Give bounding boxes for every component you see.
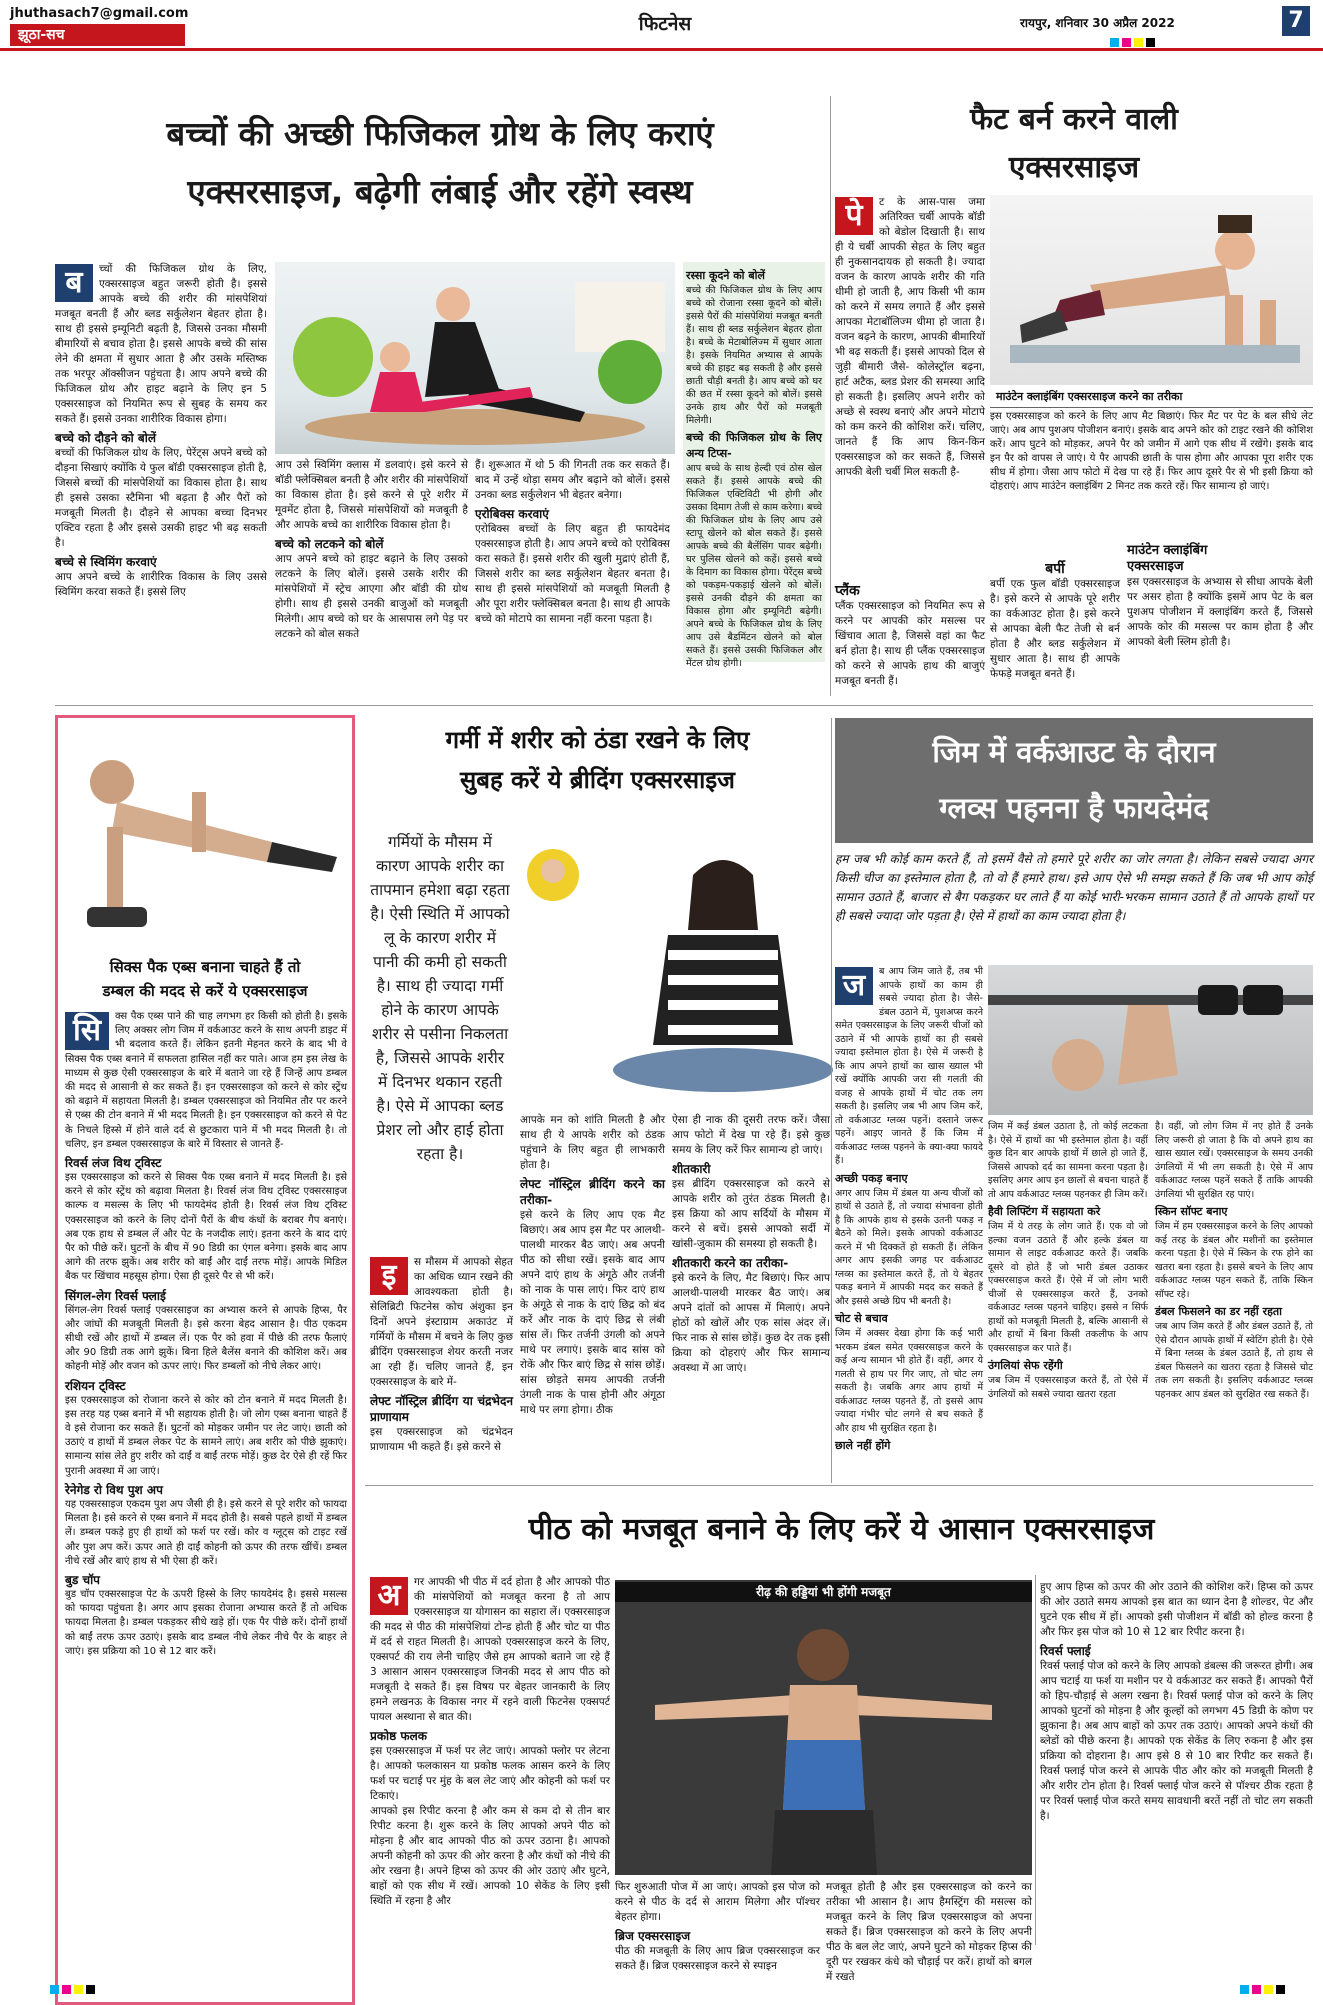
article6-col3-text: मजबूत होती है और इस एक्सरसाइज को करने का तरीका भी आसान है। आप हैमस्ट्रिंग की मसल्स को मजबूत करने के लिए ब्रिज एक्सरसाइज को अपना सकते हैं। ब्रिज एक्सरसाइज को करने के लिए अपनी पीठ के बल लेट जाएं, अपने घुटने को मोड़कर हिप्स की दूरी पर रखकर कंधे को चौड़ाई पर करें। हाथों को बगल में रखते <box>826 1881 1032 1983</box>
article4-pull-quote <box>370 830 510 1250</box>
article1-skipping-text: बच्चे की फिजिकल ग्रोथ के लिए आप बच्चे को रोजाना रस्सा कूदने को बोलें। इससे पैरों की मांसपेशियां मजबूत बनती हैं। साथ ही ब्लड सर्कुलेशन बेहतर होता है। बच्चे के मेटाबोलिज्म में सुधार आता है। इसके नियमित अभ्यास से आपके बच्चे की हाइट बढ़ सकती है और इससे छाती चौड़ी बनती है। आप बच्चे को घर की छत में रस्सा कूदने को बोलें। इससे उनके हाथ और पैरों को मजबूती मिलेगी। <box>686 285 822 426</box>
article5-col2 <box>988 1120 1148 1480</box>
registration-marks-top <box>1110 38 1155 47</box>
column-rule-c <box>1035 1575 1036 1945</box>
article5-sub-slip: डंबल फिसलने का डर नहीं रहता <box>1155 1305 1283 1318</box>
article4-sub-left-nostril-method: लेफ्ट नॉस्ट्रिल ब्रीदिंग करने का तरीका- <box>520 1177 665 1207</box>
article1-other-tips-text: आप बच्चे के साथ हेल्दी एवं ठोस खेल सकते हैं। इससे आपके बच्चे की फिजिकल एक्टिविटी भी होगी और उसका दिमाग तेजी से काम करेगा। बच्चे की फिजिकल ग्रोथ के लिए आप उसे स्टापू खेलने को बोल सकते हैं। इससे आपके बच्चे की बैलेंसिंग पावर बढ़ेगी। घर पुलिस खेलने को कहें। इससे बच्चे के दिमाग का विकास होगा। पेरेंट्स बच्चे को पकड़म-पकड़ाई खेलने को बोलें। इससे उनकी दौड़ने की क्षमता का विकास होगा और इम्यूनिटी बढ़ेगी। अपने बच्चे के फिजिकल ग्रोथ के लिए आप उसे बैडमिंटन खेलने को बोल सकते हैं। इससे उसकी फिजिकल और मेंटल ग्रोथ होगी। <box>686 463 822 669</box>
article5-sub-skin: स्किन सॉफ्ट बनाए <box>1155 1205 1228 1218</box>
article5-headline-line1: जिम में वर्कआउट के दौरान <box>932 735 1216 769</box>
article4-col1-text2: इस एक्सरसाइज को चंद्रभेदन प्राणायाम भी कहते हैं। इसे करने से <box>370 1426 513 1453</box>
article5-col3-text2: जिम में हम एक्सरसाइज करने के लिए आपको कई तरह के डंबल और मशीनों का इस्तेमाल करना पड़ता है। ऐसे में स्किन के रफ होने का खतरा बना रहता है। इससे बचने के लिए आप वर्कआउट ग्लव्स पहन सकते हैं, ताकि स्किन सॉफ्ट रहे। <box>1155 1221 1313 1300</box>
article1-intro: च्चों की फिजिकल ग्रोथ के लिए, एक्सरसाइज बहुत जरूरी होती है। इससे आपके बच्चे की शरीर की मांसपेशियां मजबूत बनती हैं और ब्लड सर्कुलेशन बेहतर होता है। साथ ही इससे इम्यूनिटी बढ़ती है, जिससे उनका मौसमी बीमारियों से बचाव होता है। इससे आपके बच्चे की सांस लेने की क्षमता में सुधार आता है और उसके मस्तिष्क तक भरपूर ऑक्सीजन पहुंचता है। आप अपने बच्चे की फिजिकल ग्रोथ और हाइट बढ़ाने के लिए इन 5 एक्सरसाइज को नियमित रूप से सुबह के समय कर सकते हैं। इससे उनका शारीरिक विकास होगा। <box>55 263 267 425</box>
article6-sub-reverse-fly: रिवर्स फ्लाई <box>1040 1644 1091 1658</box>
article5-drop-cap: ज <box>835 967 873 1005</box>
article2-headline <box>835 96 1313 192</box>
article3-single-leg-text: सिंगल-लेग रिवर्स फ्लाई एक्सरसाइज का अभ्यास करने से आपके हिप्स, पैर और जांघों की मजबूती मिलती है। इसे करना बेहद आसान है। पीठ एकदम सीधी रखें और हाथों में डम्बल लें। एक पैर को हवा में पीछे की तरफ फैलाएं और 90 डिग्री तक आगे झुकें। बिना हिले बैलेंस बनाने की कोशिश करें। अब कोहनी मोड़ें और वजन को ऊपर लाएं। फिर डम्बलों को नीचे लेकर आएं। <box>65 1304 347 1373</box>
article3-sub-russian-twist: रशियन ट्विस्ट <box>65 1378 126 1393</box>
article5-col2-text2: जिम में ये तरह के लोग जाते हैं। एक वो जो हल्का वजन उठाते हैं और हल्के डंबल या सामान से लाइट वर्कआउट करते हैं। जबकि दूसरे वो होते हैं जो भारी डंबल उठाकर एक्सरसाइज करते हैं। ऐसे में जो लोग भारी चीजों से एक्सरसाइज करते हैं, उनको वर्कआउट ग्लव्स पहनने चाहिए। इससे न सिर्फ हाथों को मजबूती मिलती है, बल्कि आसानी से और हाथों में बिना किसी तकलीफ के आप एक्सरसाइज कर पाते हैं। <box>988 1221 1148 1354</box>
article2-mountain <box>1127 540 1313 690</box>
article1-headline-line2: एक्सरसाइज, बढ़ेगी लंबाई और रहेंगे स्वस्थ <box>187 172 693 211</box>
article3-sub-wood-chop: बुड चॉप <box>65 1572 100 1587</box>
article4-col1 <box>370 1255 513 1453</box>
header-rule <box>0 48 1323 51</box>
article4-sub-sheetkari: शीतकारी <box>672 1162 711 1176</box>
article5-sub-fingers: उंगलियां सेफ रहेंगी <box>988 1359 1063 1372</box>
article3-body <box>65 1010 347 1995</box>
article2-burpee <box>990 558 1120 690</box>
article6-col1-text2: आपको इस रिपीट करना है और कम से कम दो से तीन बार रिपीट करना है। शुरू करने के लिए आपको अपने पीठ को मोड़ना है और बाद आपको पीठ को ऊपर उठाना है। आपको अपनी कोहनी को ऊपर की ओर करना है और कंधों को नीचे की ओर रखना है। अपने हिप्स को ऊपर की ओर उठाएं और घुटने, बाहों को एक सीध में रखें। आपको 10 सेकेंड के लिए इसी स्थिति में रहना है और <box>370 1805 610 1907</box>
article5-col3 <box>1155 1120 1313 1480</box>
article3-intro: क्स पैक एब्स पाने की चाह लगभग हर किसी को होती है। इसके लिए अक्सर लोग जिम में वर्कआउट करने के साथ अपनी डाइट में भी बदलाव करते हैं। लेकिन इतनी मेहनत करने के बाद भी वे सिक्स पैक एब्स बनाने में सफलता हासिल नहीं कर पाते। आज हम इस लेख के माध्यम से कुछ ऐसी एक्सरसाइज के बारे में बताने जा रहे हैं जिन्हें आप डम्बल की मदद से आसानी से कर सकते हैं। इन एक्सरसाइज को करने से कोर स्ट्रेंथ को बढ़ाने में सहायता मिलती है। डम्बल एक्सरसाइज को नियमित तौर पर करने से एब्स की टोन बनाने में भी मदद मिलती है। इन एक्सरसाइज को करने से पेट के निचले हिस्से में होने वाले दर्द से छुटकारा पाने में भी मदद मिलती है। तो चलिए, इन डम्बल एक्सरसाइज के बारे में विस्तार से जानते हैं- <box>65 1011 347 1150</box>
article1-sub-running: बच्चे को दौड़ने को बोलें <box>55 431 157 445</box>
dateline: रायपुर, शनिवार 30 अप्रैल 2022 <box>1020 16 1175 30</box>
article6-drop-cap: अ <box>370 1577 408 1615</box>
article5-headline-band <box>835 718 1313 843</box>
article4-sub-sheetkari-method: शीतकारी करने का तरीका- <box>672 1256 789 1270</box>
brand-name: झूठा-सच <box>18 27 65 43</box>
article2-mountain-method <box>990 410 1313 530</box>
article5-headline-line2: ग्लव्स पहनना है फायदेमंद <box>939 791 1209 825</box>
article4-headline-line1: गर्मी में शरीर को ठंडा रखने के लिए <box>445 726 750 754</box>
article4-col3-text3: इसे करने के लिए, मैट बिछाएं। फिर आप आलथी-पालथी मारकर बैठ जाएं। अब अपने दांतों को आपस में मिलाएं। अपने होठों को खोलें और एक सांस अंदर लें। फिर नाक से सांस छोड़ें। कुछ देर तक इसी क्रिया को दोहराएं और फिर सामान्य अवस्था में आ जाएं। <box>672 1272 830 1374</box>
article5-sub-injury: चोट से बचाव <box>835 1312 888 1325</box>
article5-sub-blisters: छाले नहीं होंगे <box>835 1439 891 1452</box>
registration-marks-bottom-left <box>50 1985 95 1994</box>
article1-col2-text: आप उसे स्विमिंग क्लास में डलवाएं। इसे करने से बॉडी फ्लेक्सिबल बनती है और शरीर की मांसपेशियों का विकास होता है। इसे करने से पूरे शरीर में मूवमेंट होता है, जिससे मांसपेशियों को मजबूती है और आपके बच्चे का शारीरिक विकास होता है। <box>275 459 468 531</box>
page-number: 7 <box>1282 6 1310 36</box>
article2-burpee-title: बर्पी <box>1045 561 1065 577</box>
article1-sub-skipping: रस्सा कूदने को बोलें <box>686 269 765 282</box>
article6-sub-plank: प्रकोष्ठ फलक <box>370 1729 428 1743</box>
brand-logo <box>10 24 185 46</box>
article4-col2-text2: इसे करने के लिए आप एक मैट बिछाएं। अब आप इस मैट पर आलथी-पालथी मारकर बैठ जाएं। अब अपनी पीठ को सीधा रखें। इसके बाद आप अपने दाएं हाथ के अंगूठे और तर्जनी को नाक के पास लाएं। फिर दाएं हाथ के अंगूठे से नाक के दाएं छिद्र को बंद करें और नाक के दाएं छिद्र से लंबी सांस लें। फिर तर्जनी उंगली को अपने माथे पर लगाएं। इसके बाद सांस को रोकें और फिर बाएं छिद्र से सांस छोड़ें। सांस छोड़ते समय आपकी तर्जनी उंगली नाक के पास होनी और अंगूठा माथे पर लगा होगा। ठीक <box>520 1209 665 1416</box>
column-rule-a <box>830 96 831 696</box>
article3-sub-renegade: रेनेगेड रो विथ पुश अप <box>65 1482 163 1497</box>
article2-photo-man-plank <box>990 195 1313 385</box>
article2-plank-title: प्लैंक <box>835 583 860 599</box>
article1-sub-swimming: बच्चे से स्विमिंग करवाएं <box>55 555 157 569</box>
article6-col1-text: गर आपकी भी पीठ में दर्द होता है और आपको पीठ की मांसपेशियों को मजबूत करना है तो आप एक्सरसाइज या योगासन का सहारा लें। एक्सरसाइज की मदद से पीठ की मांसपेशियां टोन्ड होती हैं और चोट या पीठ में दर्द से राहत मिलती है। आपको एक्सरसाइज करने के लिए, एक्सपर्ट की राय लेनी चाहिए जैसे हम आपको बताने जा रहे हैं 3 आसान आसन एक्सरसाइज जिनकी मदद से आप पीठ को मजबूती दे सकते हैं। इस विषय पर बेहतर जानकारी के लिए हमने लखनऊ के विकास नगर में रहने वाली फिटनेस एक्सपर्ट पायल अस्थाना से बात की। <box>370 1576 610 1723</box>
article6-col3 <box>826 1880 1032 1983</box>
article1-headline <box>55 105 825 221</box>
article5-col3-text3: जब आप जिम करते हैं और डंबल उठाते हैं, तो ऐसे दौरान आपके हाथों में स्वेटिंग होती है। ऐसे में बिना ग्लव्स के डंबल उठाते हैं, तो हाथ से डंबल फिसलने का खतरा रहता है जिससे चोट तक लग सकती है। इसलिए वर्कआउट ग्लव्स पहनकर आप डंबल को सुरक्षित रख सकते हैं। <box>1155 1321 1313 1400</box>
article2-drop-cap: पे <box>835 197 873 235</box>
article1-col3 <box>475 458 670 688</box>
article2-photo-caption: माउंटेन क्लाइंबिंग एक्सरसाइज करने का तरीका <box>990 387 1313 408</box>
article1-running-text: बच्चों की फिजिकल ग्रोथ के लिए, पेरेंट्स अपने बच्चे को दौड़ना सिखाएं क्योंकि ये फुल बॉडी एक्सरसाइज होती है, जिससे बच्चों की मांसपेशियों का विकास होता है। साथ ही इससे उसका स्टैमिना भी बढ़ता है और पैरों को मजबूती मिलती है। दौड़ने से आपका बच्चा दिनभर एक्टिव रहता है और इससे उसकी हाइट भी बढ़ सकती है। <box>55 447 267 549</box>
article3-wood-chop-text: बुड चॉप एक्सरसाइज पेट के ऊपरी हिस्से के लिए फायदेमंद है। इससे मसल्स को फायदा पहुंचता है। अगर आप इसका रोजाना अभ्यास करते हैं तो अधिक फायदा मिलता है। डम्बल पकड़कर सीधे खड़े हों। एक पैर पीछे करें। दोनों हाथों को बाईं तरफ ऊपर उठाएं। इसके बाद डम्बल नीचे लेकर नीचे पैर के बाहर ले जाएं। इस प्रक्रिया को 10 से 12 बार करें। <box>65 1588 347 1657</box>
article1-col1 <box>55 262 267 662</box>
article1-photo-mother-child-stretching <box>275 262 675 454</box>
article2-mountain-text: इस एक्सरसाइज के अभ्यास से सीधा आपके बेली पर असर होता है क्योंकि इसमें आप पेट के बल पुशअप पोजीशन में क्लाइंबिंग करते हैं, जिससे आपके कोर की मसल्स पर काम होता है और आपको बेली स्लिम होती है। <box>1127 576 1313 648</box>
article2-plank-text: प्लैंक एक्सरसाइज को नियमित रूप से करने पर आपकी कोर मसल्स पर खिंचाव आता है, जिससे वहां का फैट बर्न होता है। साथ ही प्लैंक एक्सरसाइज को करने से आपके हाथ की बाजुएं मजबूत बनती हैं। <box>835 600 985 687</box>
registration-marks-bottom-right <box>1240 1985 1285 1994</box>
article4-sub-left-nostril: लेफ्ट नॉस्ट्रिल ब्रीदिंग या चंद्रभेदन प्राणायाम <box>370 1394 513 1424</box>
article6-col1 <box>370 1575 610 1940</box>
article4-col3 <box>672 1113 830 1443</box>
article6-col2-text2: पीठ की मजबूती के लिए आप ब्रिज एक्सरसाइज कर सकते हैं। ब्रिज एक्सरसाइज करने से स्पाइन <box>615 1945 820 1972</box>
article2-mountain-title-line2: एक्सरसाइज <box>1127 559 1184 574</box>
article1-sub-aerobics: एरोबिक्स करवाएं <box>475 507 549 521</box>
article3-sub-single-leg: सिंगल-लेग रिवर्स फ्लाई <box>65 1288 166 1303</box>
article1-col2 <box>275 458 468 688</box>
article6-col4-text: हुए आप हिप्स को ऊपर की ओर उठाने की कोशिश करें। हिप्स को ऊपर की ओर उठाते समय आपको इस बात का ध्यान देना है शोल्डर, पेट और घुटने एक सीध में हों। आपको इसी पोजीशन में बॉडी को होल्ड करना है और फिर इस पोज को 10 से 12 बार रिपीट करना है। <box>1040 1581 1313 1638</box>
article1-aerobics-text: एरोबिक्स बच्चों के लिए बहुत ही फायदेमंद एक्सरसाइज होती है। आप अपने बच्चे को एरोबिक्स करा सकते हैं। इससे शरीर की खुली मुद्राएं होती हैं, जिससे शरीर का ब्लड सर्कुलेशन बेहतर बनता है। साथ ही इससे मांसपेशियों को मजबूती मिलती है और पूरा शरीर फ्लेक्सिबल बनता है। साथ ही आपके बच्चे को मोटापे का सामना नहीं करना पड़ता है। <box>475 523 670 625</box>
article5-col3-text: है। वहीं, जो लोग जिम में नए होते हैं उनके लिए जरूरी हो जाता है कि वो अपने हाथ का खास ख्याल रखें। एक्सरसाइज के समय उनकी उंगलियों में भी लग सकती है। ऐसे में आप वर्कआउट ग्लव्स पहनें सकते हैं ताकि आपकी उंगलियां भी सुरक्षित रह पाएं। <box>1155 1121 1313 1200</box>
article1-swimming-text: आप अपने बच्चे के शारीरिक विकास के लिए उससे स्विमिंग करवा सकते हैं। इससे लिए <box>55 571 267 598</box>
article2-burpee-text: बर्पी एक फुल बॉडी एक्सरसाइज है। इसे करने से आपके पूरे शरीर का वर्कआउट होता है। इसे करने से आपका बेली फैट तेजी से बर्न होता है और ब्लड सर्कुलेशन में सुधार आता है। साथ ही आपके फेफड़े मजबूत बनते हैं। <box>990 578 1120 680</box>
article3-photo-dumbbell-pushup <box>62 722 348 952</box>
article1-sub-hanging: बच्चे को लटकने को बोलें <box>275 537 384 551</box>
article5-col2-text3: जब जिम में एक्सरसाइज करते हैं, तो ऐसे में उंगलियों को सबसे ज्यादा खतरा रहता <box>988 1375 1148 1400</box>
masthead <box>0 0 1323 92</box>
article3-russian-twist-text: इस एक्सरसाइज को रोजाना करने से कोर को टोन बनाने में मदद मिलती है। इस तरह यह एब्स बनाने में भी सहायक होती है। जो लोग एब्स बनाना चाहते हैं वे इसे रोजाना कर सकते हैं। घुटनों को मोड़कर जमीन पर लेट जाएं। छाती को उठाएं व हाथों में डम्बल लेकर पेट के सामने लाएं। अब शरीर को पीछे झुकाएं। सामान्य सांस लेते हुए शरीर को दाईं व बाईं तरफ मोड़ें। कुछ देर ऐसे ही रहें फिर पुरानी अवस्था में आ जाएं। <box>65 1394 347 1477</box>
article6-col4-text2: रिवर्स फ्लाई पोज को करने के लिए आपको डंबल्स की जरूरत होगी। अब आप चटाई या फर्श या मशीन पर ये वर्कआउट कर सकते हैं। आपको पैरों को हिप-चौड़ाई से अलग रखना है। रिवर्स फ्लाई पोज को करने के लिए आपको घुटनों को मोड़ना है और कूल्हों को लगभग 45 डिग्री के कोण पर झुकाना है। अब आप बाहों को ऊपर तक उठाएं। आपको अपने कंधों की ब्लेडों को पीछे करना है। आपको एक सेकेंड के लिए रुकना है और इस प्रक्रिया को दोहराना है। आप इसे 8 से 10 बार रिपीट कर सकते हैं। रिवर्स फ्लाई पोज करने से आपके पीठ और कोर को मजबूती मिलती है और शरीर टोन होता है। रिवर्स फ्लाई पोज करने से पॉश्चर ठीक रहता है पर रिवर्स फ्लाई पोज करते समय सावधानी बरतें नहीं तो चोट लग सकती है। <box>1040 1660 1313 1822</box>
article1-headline-line1: बच्चों की अच्छी फिजिकल ग्रोथ के लिए कराएं <box>166 114 714 153</box>
article5-col1-text3: जिम में अक्सर देखा होगा कि कई भारी भरकम डंबल समेत एक्सरसाइज करने के कई अन्य सामान भी होते हैं। वहीं, अगर ये गलती से हाथ पर गिर जाए, तो चोट लग सकती है। जबकि अगर आप हाथों में वर्कआउट ग्लव्स पहनते हैं, तो इससे आप ज्यादा गंभीर चोट लगने से बच सकते हैं और हाथ भी सुरक्षित रहता है। <box>835 1328 983 1434</box>
row-divider-1 <box>55 705 1313 706</box>
article6-col2-text: फिर शुरुआती पोज में आ जाएं। आपको इस पोज को करने से पीठ के दर्द से आराम मिलेगा और पॉश्चर बेहतर होगा। <box>615 1881 820 1923</box>
article3-photo-caption <box>62 955 348 1003</box>
article5-col1-text: ब आप जिम जाते हैं, तब भी आपके हाथों का काम ही सबसे ज्यादा होता है। जैसे- डंबल उठाने में, पुशअप्स करने समेत एक्सरसाइज के लिए जरूरी चीजों को उठाने में भी आपके हाथों का ही सबसे ज्यादा इस्तेमाल होता है। ऐसे में जरूरी है कि आप अपने हाथों का खास ख्याल भी रखें क्योंकि आपकी जरा सी गलती की वजह से आपके हाथों में चोट तक लग सकती है। इसलिए जब भी आप जिम करें, तो वर्कआउट ग्लव्स पहनें। दस्ताने जरूर पहनें। आइए जानते हैं कि जिम में वर्कआउट ग्लव्स पहनने के क्या-क्या फायदे हैं। <box>835 966 983 1166</box>
section-title: फिटनेस <box>638 13 692 35</box>
article2-mountain-title-line1: माउंटेन क्लाइंबिंग <box>1127 543 1208 558</box>
header-email: jhuthasach7@gmail.com <box>10 6 189 21</box>
article5-col2-text: जिम में कई डंबल उठाता है, तो कोई लटकता है। ऐसे में हाथों का भी इस्तेमाल होता है। वहीं कुछ दिन बार आपके हाथों में छाले हो जाते हैं, जिससे आपको दर्द का सामना करना पड़ता है। इसलिए अगर आप इन छालों से बचना चाहते हैं तो आप वर्कआउट ग्लव्स पहनकर ही जिम करें। <box>988 1121 1148 1200</box>
article2-plank <box>835 580 985 690</box>
article3-caption-line2: डम्बल की मदद से करें ये एक्सरसाइज <box>102 982 308 1000</box>
article3-drop-cap: सि <box>65 1012 109 1050</box>
article4-col1-text: स मौसम में आपको सेहत का अधिक ध्यान रखने की आवश्यकता होती है। सेलिब्रिटी फिटनेस कोच अंशुका इन दिनों अपने इंस्टाग्राम अकाउंट में गर्मियों के मौसम में बचने के लिए कुछ ब्रीदिंग एक्सरसाइज शेयर करती नजर आ रही हैं। चलिए जानते हैं, इन एक्सरसाइज के बारे में- <box>370 1256 513 1388</box>
article4-headline-line2: सुबह करें ये ब्रीदिंग एक्सरसाइज <box>460 766 735 794</box>
article6-sub-bridge: ब्रिज एक्सरसाइज <box>615 1929 691 1943</box>
article6-photo-caption: रीढ़ की हड्डियां भी होंगी मजबूत <box>615 1582 1032 1602</box>
article1-drop-cap: ब <box>55 264 93 302</box>
article3-renegade-text: यह एक्सरसाइज एकदम पुश अप जैसी ही है। इसे करने से पूरे शरीर को फायदा मिलता है। इसे करने से एब्स बनाने में मदद होती है। सबसे पहले हाथों में डम्बल लें। डम्बल पकड़े हुए ही हाथों को फर्श पर रखें। कोर व ग्लूट्स को टाइट रखें और पुश अप करें। ऊपर आते ही दाईं कोहनी को ऊपर की तरफ खींचें। डम्बल नीचे रखें और बाएं हाथ से भी ऐसा ही करें। <box>65 1498 347 1567</box>
article1-col3-text: हैं। शुरूआत में थो 5 की गिनती तक कर सकते हैं। बाद में उन्हें थोड़ा समय और बढ़ाने को बोलें। इससे उनका ब्लड सर्कुलेशन भी बेहतर बनेगा। <box>475 459 670 501</box>
article3-caption-line1: सिक्स पैक एब्स बनाना चाहते हैं तो <box>109 958 301 976</box>
article6-col2 <box>615 1880 820 1972</box>
article5-sub-grip: अच्छी पकड़ बनाए <box>835 1171 908 1185</box>
article6-headline: पीठ को मजबूत बनाने के लिए करें ये आसान एक्सरसाइज <box>528 1512 1155 1547</box>
article2-headline-line2: एक्सरसाइज <box>1008 150 1140 185</box>
article1-sub-other-tips: बच्चे की फिजिकल ग्रोथ के लिए अन्य टिप्स- <box>686 431 822 460</box>
article2-headline-line1: फैट बर्न करने वाली <box>970 102 1178 137</box>
column-rule-b <box>831 718 832 1483</box>
article2-intro: ट के आस-पास जमा अतिरिक्त चर्बी आपके बॉडी को बेडोल दिखाती है। साथ ही ये चर्बी आपकी सेहत के लिए बहुत ही नुकसानदायक हो सकती है। ज्यादा वजन के कारण आपके शरीर की गति धीमी हो जाती है, आप किसी भी काम को करने में समय लगाते हैं और इससे आपका मेटाबॉलिज्म धीमा हो जाता है। वजन बढ़ने के कारण, आपकी बीमारियों भी बढ़ सकती हैं। इससे आपको दिल से जुड़ी बीमारी जैसे- कोलेस्ट्रॉल बढ़ना, हार्ट अटैक, ब्लड प्रेशर की समस्या आदि हो सकती है। इसलिए अपने शरीर को अच्छे से स्वस्थ बनाएं और अपने मोटापे को कम करने की कोशिश करें। चलिए, जानते हैं कि आप किन-किन एक्सरसाइज को कर सकते हैं, जिससे आपकी बेली चर्बी मिल सकती है- <box>835 196 985 478</box>
article4-photo-woman-meditating <box>518 835 830 1110</box>
article4-drop-cap: इ <box>370 1257 408 1295</box>
article5-col1 <box>835 965 983 1480</box>
article1-hanging-text: आप अपने बच्चे को हाइट बढ़ाने के लिए उसको लटकने के लिए बोलें। इससे उसके शरीर की मांसपेशियों में स्ट्रेच आएगा और बॉडी की ग्रोथ होगी। साथ ही इससे उनकी बाजुओं को मजबूती मिलेगी। आप बच्चे को घर के आसपास लगे पेड़ पर लटकने को बोल सकते <box>275 553 468 640</box>
article4-col3-text: ऐसा ही नाक की दूसरी तरफ करें। जैसा आप फोटो में देख पा रहे हैं। इसे कुछ समय के लिए करें फिर सामान्य हो जाएं। <box>672 1114 830 1156</box>
article6-col1-text-b: इस एक्सरसाइज में फर्श पर लेट जाएं। आपको फ्लोर पर लेटना है। आपको फलकासन या प्रकोष्ठ फलक आसन करने के लिए फर्श पर चटाई पर मुंह के बल लेट जाएं और कोहनी को फर्श पर टिकाएं। <box>370 1745 610 1802</box>
article4-headline <box>365 720 830 800</box>
article5-intro <box>835 850 1313 960</box>
article6-col4 <box>1040 1580 1313 1940</box>
article1-tips-box <box>683 262 825 669</box>
article5-col1-text2: अगर आप जिम में डंबल या अन्य चीजों को हाथों से उठाते हैं, तो ज्यादा संभावना होती है कि आपके हाथ से इसके उतनी पकड़ न बैठने को मिले। इसके आपको वर्कआउट करने में भी दिक्कतें हो सकती हैं। लेकिन अगर आप इसकी जगह पर वर्कआउट ग्लव्स का इस्तेमाल करते हैं, तो ये बेहतर पकड़ बनाने में आपकी मदद कर सकते हैं और इससे अच्छे ग्रिप भी बनती है। <box>835 1187 983 1307</box>
article5-intro-text: हम जब भी कोई काम करते हैं, तो इसमें वैसे तो हमारे पूरे शरीर का जोर लगता है। लेकिन सबसे ज्यादा अगर किसी चीज का इस्तेमाल होता है, तो वो हैं हमारे हाथ। इसे आप ऐसे भी समझ सकते हैं कि जब भी आप कोई सामान उठाते हैं, बाजार से बैग पकड़कर घर लाते हैं या कोई भारी-भरकम सामान उठाते हैं तो आपके हाथों पर ही सबसे ज्यादा जोर पड़ता है। ऐसे में हाथों का काम ज्यादा होता है। <box>835 852 1313 923</box>
article4-col3-text2: इस ब्रीदिंग एक्सरसाइज को करने से आपके शरीर को तुरंत ठंडक मिलती है। इस क्रिया को आप सर्दियों के मौसम में करने से बचें। इससे आपको सर्दी में खांसी-जुकाम की समस्या हो सकती है। <box>672 1178 830 1250</box>
article5-sub-heavy-lifting: हैवी लिफ्टिंग में सहायता करे <box>988 1205 1101 1218</box>
article4-col2-text: आपके मन को शांति मिलती है और साथ ही ये आपके शरीर को ठंडक पहुंचाने के लिए बहुत ही लाभकारी होता है। <box>520 1114 665 1171</box>
article3-sub-reverse-lunge: रिवर्स लंज विथ ट्विस्ट <box>65 1156 162 1171</box>
article3-reverse-lunge-text: इस एक्सरसाइज को करने से सिक्स पैक एब्स बनाने में मदद मिलती है। इसे करने से कोर स्ट्रेंथ को बढ़ावा मिलता है। रिवर्स लंज विथ ट्विस्ट एक्सरसाइज काल्फ व मसल्स के लिए भी फायदेमंद होती है। रिवर्स लंज विथ ट्विस्ट एक्सरसाइज को करने के लिए दोनों पैरों के बीच कंधों के बराबर गैप बनाएं। अब एक हाथ से डम्बल लें और पेट के नजदीक लाएं। इतना करने के बाद दाएं पैर को पीछे करें। घुटनों के बीच में 90 डिग्री का एंगल बनेगा। इसके बाद आप आगे की तरफ झुकें। अब शरीर को बाईं और दाईं तरफ मोड़ें। आपके मिडिल बैक पर खिंचाव महसूस होगा। ऐसा ही दूसरे पैर से भी करें। <box>65 1172 347 1283</box>
article4-col2 <box>520 1113 665 1443</box>
article6-photo-woman-back <box>615 1580 1032 1875</box>
row-divider-2 <box>365 1485 1313 1486</box>
article4-pull-quote-text: गर्मियों के मौसम में कारण आपके शरीर का तापमान हमेशा बढ़ा रहता है। ऐसी स्थिति में आपको लू के कारण शरीर में पानी की कमी हो सकती है। साथ ही ज्यादा गर्मी होने के कारण आपके शरीर से पसीना निकलता है, जिससे आपके शरीर में दिनभर थकान रहती है। ऐसे में आपका ब्लड प्रेशर लो और हाई होता रहता है। <box>370 833 510 1163</box>
article5-photo-gym-pullup <box>988 965 1313 1115</box>
article2-mountain-method-text: इस एक्सरसाइज को करने के लिए आप मैट बिछाएं। फिर मैट पर पेट के बल सीधे लेट जाएं। अब आप पुशअप पोजीशन बनाएं। इसके बाद अपने कोर को टाइट रखने की कोशिश करें। आप घुटने को मोड़कर, अपने पैर को जमीन में आगे एक सीध में रखेंगे। इसके बाद इन पैर को वापस ले जाएं। ये पैर आपकी छाती के पास होगा और आपका पूरा शरीर एक सीध में होगा। जैसा आप फोटो में देख पा रहे हैं। फिर आप दूसरे पैर से भी इसी क्रिया को दोहराएं। आप माउंटेन क्लाइंबिंग 2 मिनट तक करते रहें। फिर सामान्य हो जाएं। <box>990 411 1313 492</box>
